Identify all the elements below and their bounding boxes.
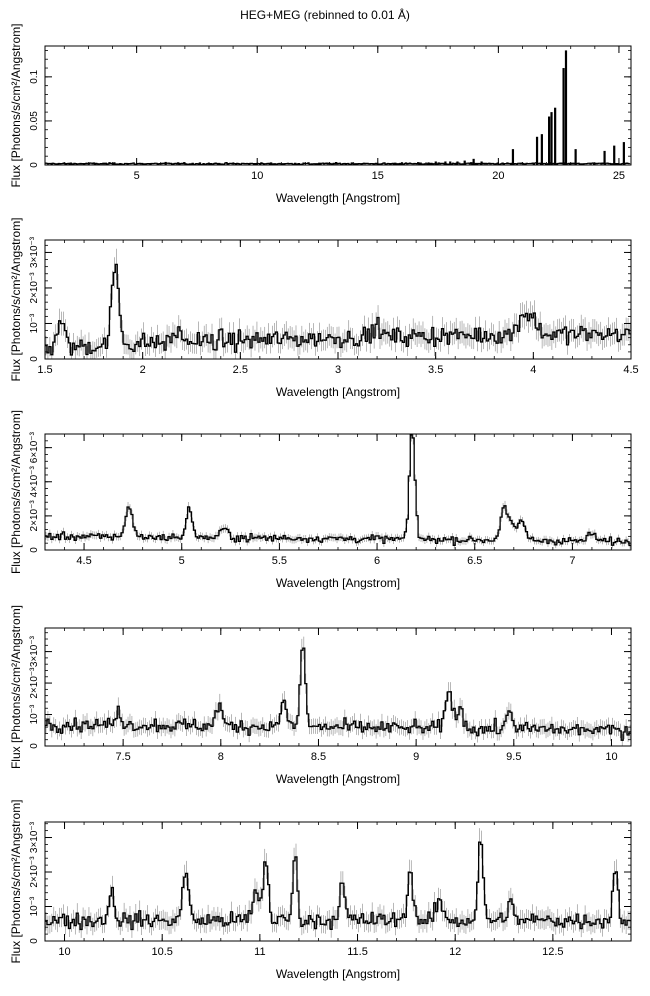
y-tick-label: 10⁻³ [29, 896, 40, 917]
emission-line [550, 112, 552, 165]
x-tick-label: 10.5 [151, 946, 173, 958]
x-tick-label: 8 [217, 751, 224, 763]
spectrum-3 [45, 434, 631, 549]
spectrum-line [45, 264, 631, 355]
x-tick-label: 5 [133, 170, 140, 182]
x-tick-label: 4.5 [623, 364, 639, 376]
y-axis-label: Flux [Photons/s/cm²/Angstrom] [9, 409, 23, 575]
x-tick-label: 4.5 [76, 555, 92, 567]
spectrum-4 [45, 637, 631, 746]
x-tick-label: 5 [178, 555, 185, 567]
x-tick-label: 1.5 [37, 364, 53, 376]
y-axis-label: Flux [Photons/s/cm²/Angstrom] [9, 217, 23, 382]
x-tick-label: 6 [374, 555, 381, 567]
x-tick-label: 7 [569, 555, 576, 567]
x-axis-label: Wavelength [Angstrom] [275, 772, 401, 786]
emission-line [603, 151, 605, 165]
emission-line [444, 161, 446, 165]
chart-panel-2 [9, 217, 639, 399]
x-tick-label: 9 [413, 751, 420, 763]
x-tick-label: 10 [58, 946, 71, 958]
spectrum-5 [45, 828, 631, 938]
y-tick-label: 0.05 [29, 111, 40, 131]
x-axis-label: Wavelength [Angstrom] [275, 385, 401, 399]
y-tick-label: 2×10⁻³ [29, 856, 40, 888]
emission-line [456, 161, 458, 165]
y-tick-label: 3×10⁻³ [29, 821, 40, 854]
x-tick-label: 25 [612, 170, 626, 182]
emission-line [613, 146, 615, 165]
emission-line [536, 137, 538, 165]
x-tick-label: 5.5 [271, 555, 288, 567]
x-tick-label: 20 [492, 170, 505, 182]
emission-line [623, 142, 625, 165]
y-axis-label: Flux [Photons/s/cm²/Angstrom] [9, 799, 23, 964]
emission-line [435, 161, 437, 165]
y-tick-label: 0 [29, 743, 40, 749]
y-axis-label: Flux [Photons/s/cm²/Angstrom] [9, 23, 23, 188]
x-tick-label: 12 [449, 946, 462, 958]
y-axis-label: Flux [Photons/s/cm²/Angstrom] [9, 604, 23, 770]
emission-line [554, 108, 556, 165]
emission-line [565, 50, 567, 165]
plot-frame [45, 434, 631, 550]
x-tick-label: 9.5 [506, 751, 522, 763]
y-tick-label: 3×10⁻³ [29, 636, 40, 668]
x-tick-label: 12.5 [542, 946, 564, 958]
spectrum-line [45, 648, 631, 740]
emission-line [512, 149, 514, 165]
x-tick-label: 3.5 [428, 364, 444, 376]
x-axis-label: Wavelength [Angstrom] [275, 967, 401, 981]
x-tick-label: 2 [139, 364, 146, 376]
y-tick-label: 0 [29, 356, 40, 362]
x-tick-label: 7.5 [115, 751, 131, 763]
emission-line [548, 117, 550, 165]
x-tick-label: 4 [530, 364, 537, 376]
emission-line [562, 68, 564, 165]
emission-line [541, 134, 543, 165]
y-tick-label: 0 [29, 547, 40, 553]
x-tick-label: 2.5 [232, 364, 248, 376]
x-tick-label: 10 [605, 751, 618, 763]
y-tick-label: 0 [29, 938, 40, 944]
error-bars [46, 637, 630, 746]
emission-line [480, 161, 482, 165]
y-tick-label: 10⁻³ [29, 313, 40, 334]
x-tick-label: 11 [254, 946, 266, 958]
y-tick-label: 2×10⁻³ [29, 500, 40, 532]
x-tick-label: 3 [334, 364, 342, 376]
x-tick-label: 11.5 [347, 946, 368, 958]
y-tick-label: 2×10⁻³ [29, 272, 40, 304]
spectrum-2 [45, 249, 631, 359]
error-bars [46, 434, 630, 549]
y-tick-label: 6×10⁻³ [29, 432, 40, 464]
chart-panel-1 [9, 23, 631, 205]
x-tick-label: 8.5 [310, 751, 327, 763]
x-tick-label: 10 [251, 170, 264, 182]
figure-title: HEG+MEG (rebinned to 0.01 Å) [240, 8, 410, 22]
spectrum-line [45, 842, 631, 929]
spectrum-line [45, 435, 631, 546]
x-tick-label: 6.5 [467, 555, 483, 567]
emission-line [464, 161, 466, 165]
plot-frame [45, 240, 631, 359]
emission-line [575, 149, 577, 165]
y-tick-label: 4×10⁻³ [29, 466, 40, 498]
y-tick-label: 3×10⁻³ [29, 236, 40, 269]
y-tick-label: 10⁻³ [29, 704, 40, 725]
x-tick-label: 15 [371, 170, 384, 182]
y-tick-label: 0 [29, 162, 40, 168]
y-tick-label: 2×10⁻³ [29, 667, 40, 699]
chart-panel-3 [9, 410, 631, 590]
y-tick-label: 0.1 [29, 69, 40, 84]
chart-panel-4 [9, 605, 631, 786]
x-axis-label: Wavelength [Angstrom] [275, 576, 401, 590]
plot-frame [45, 46, 631, 165]
chart-panel-5 [9, 799, 631, 981]
spectrum-1 [45, 50, 630, 165]
error-bars [46, 249, 630, 359]
x-axis-label: Wavelength [Angstrom] [275, 191, 401, 205]
